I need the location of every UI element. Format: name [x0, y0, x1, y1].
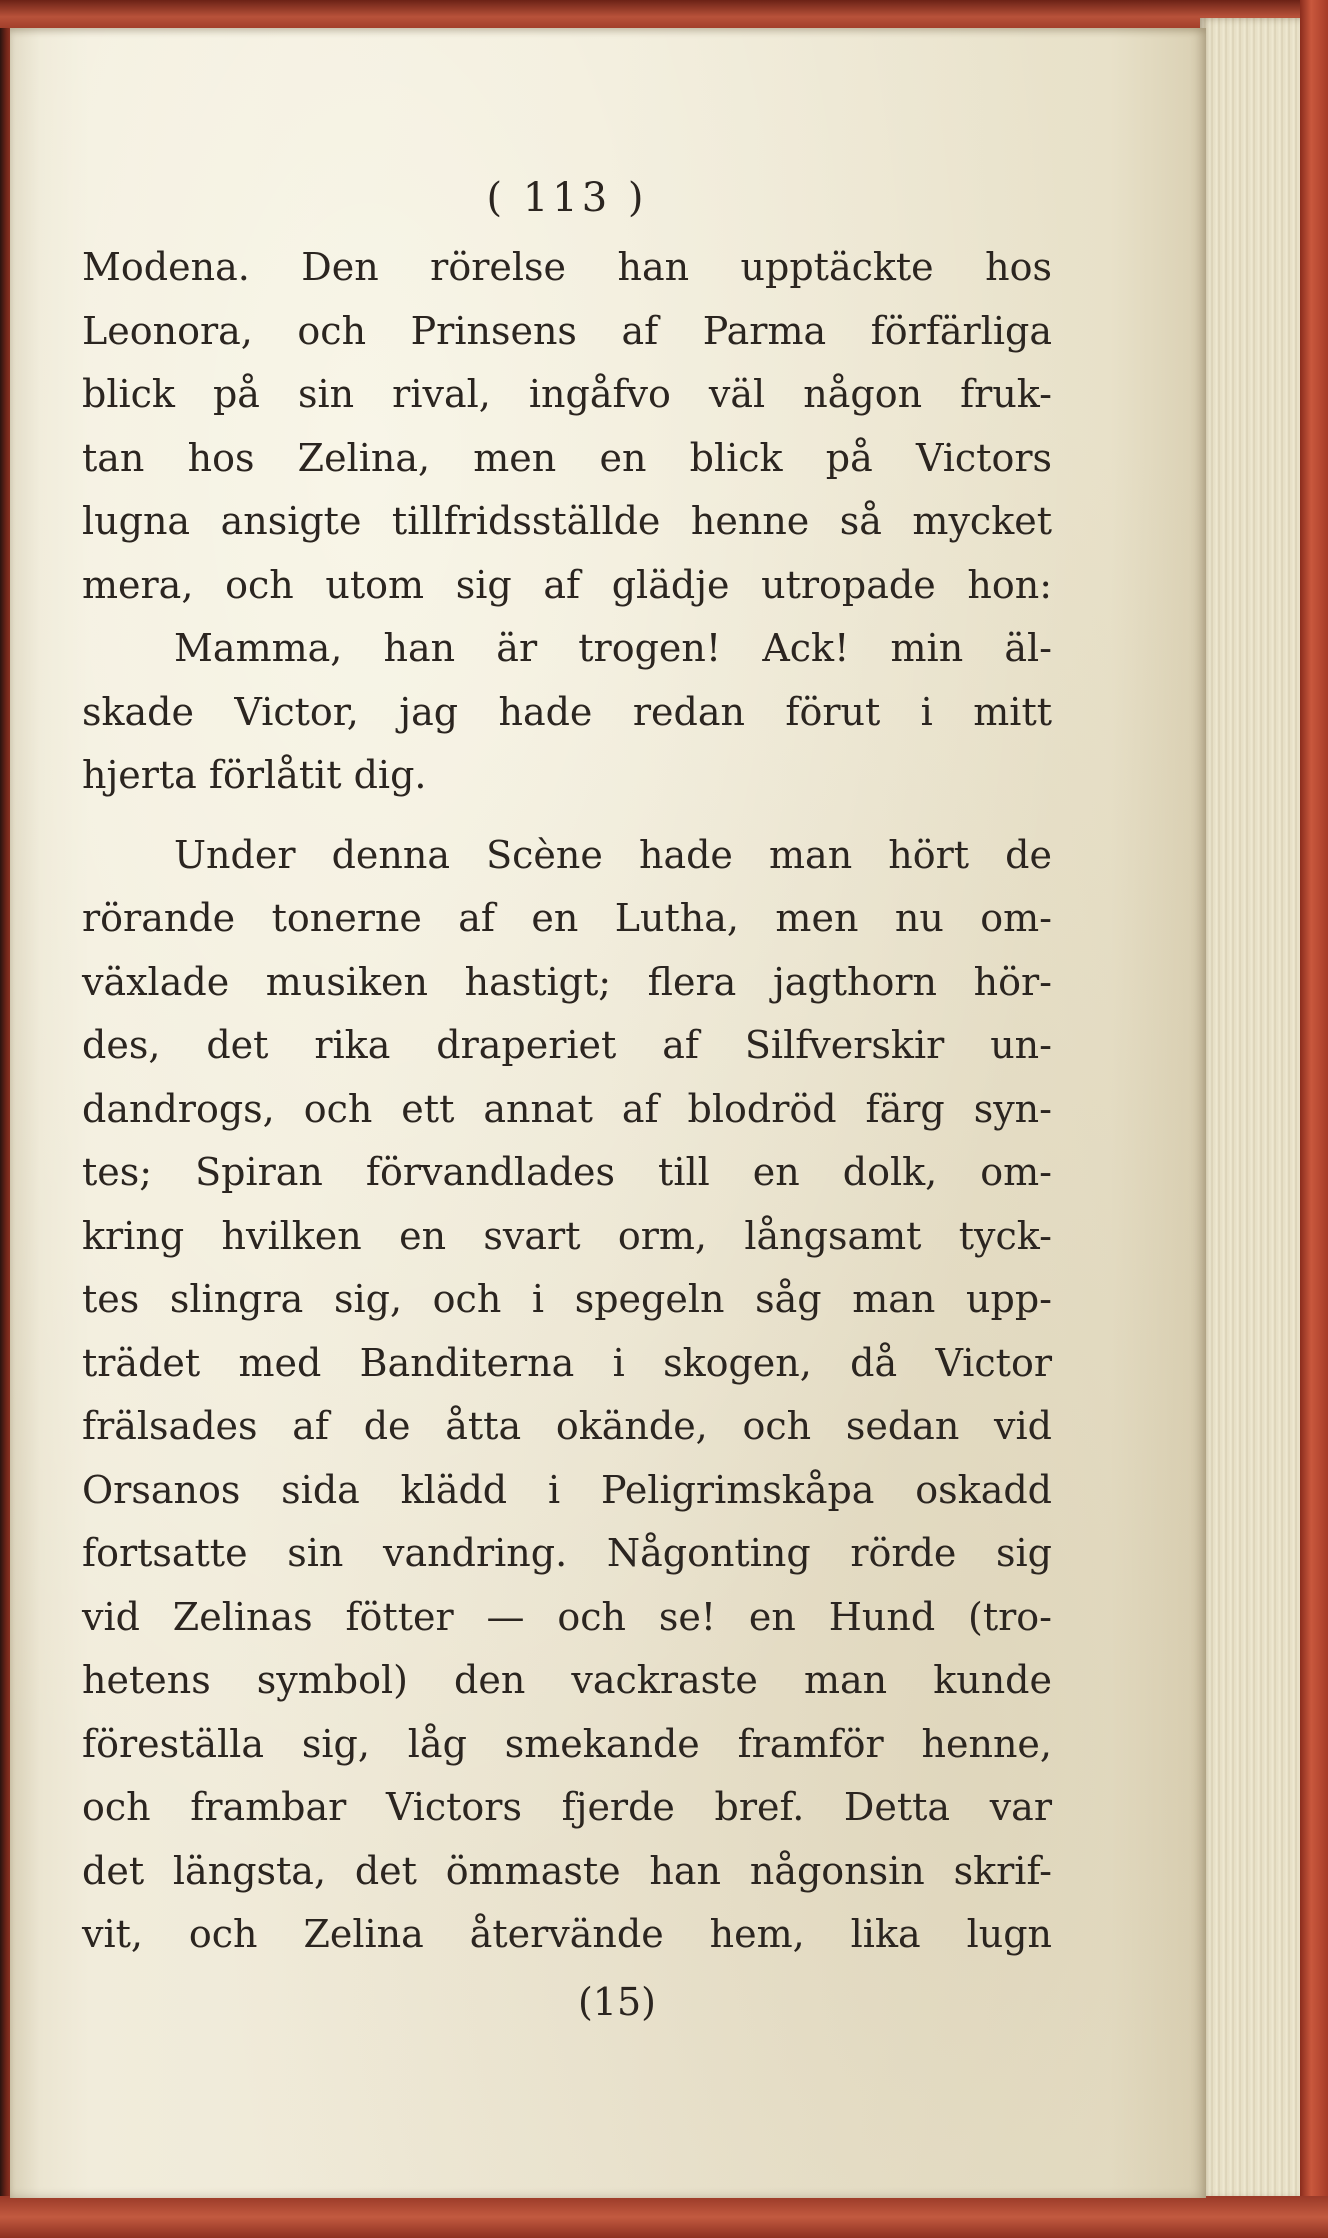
- text-line: blick på sin rival, ingåfvo väl någon fruk-: [82, 372, 1052, 416]
- signature-mark: (15): [577, 1979, 656, 2024]
- book-cover-right-edge: [1300, 0, 1328, 2238]
- text-line: hetens symbol) den vackraste man kunde: [82, 1658, 1052, 1702]
- text-line: och frambar Victors fjerde bref. Detta var: [82, 1785, 1052, 1829]
- book-cover-bottom-edge: [0, 2196, 1328, 2238]
- text-line: tes slingra sig, och i spegeln såg man upp-: [82, 1277, 1052, 1321]
- text-line: tes; Spiran förvandlades till en dolk, om-: [82, 1150, 1052, 1194]
- text-line: vid Zelinas fötter — och se! en Hund (tro-: [82, 1594, 1052, 1639]
- text-line: Orsanos sida klädd i Peligrimskåpa oskadd: [82, 1467, 1052, 1512]
- text-line: des, det rika draperiet af Silfverskir un-: [82, 1023, 1052, 1067]
- page-number-header: ( 113 ): [486, 175, 648, 221]
- text-line: växlade musiken hastigt; flera jagthorn hör-: [82, 959, 1052, 1004]
- text-line: Modena. Den rörelse han upptäckte hos: [82, 245, 1052, 289]
- text-line: rörande tonerne af en Lutha, men nu om-: [82, 896, 1052, 940]
- page-sheet: [10, 28, 1206, 2198]
- text-line: Under denna Scène hade man hört de: [174, 832, 1052, 877]
- text-line: frälsades af de åtta okände, och sedan vid: [82, 1404, 1052, 1448]
- text-line: tan hos Zelina, men en blick på Victors: [82, 435, 1052, 480]
- text-line: Mamma, han är trogen! Ack! min äl-: [174, 626, 1052, 670]
- text-line: det längsta, det ömmaste han någonsin skrif-: [82, 1848, 1052, 1893]
- text-line: kring hvilken en svart orm, långsamt tyck-: [82, 1213, 1052, 1258]
- text-line: dandrogs, och ett annat af blodröd färg syn-: [82, 1086, 1052, 1131]
- text-line: vit, och Zelina återvände hem, lika lugn: [82, 1912, 1052, 1956]
- text-line: lugna ansigte tillfridsställde henne så mycket: [82, 499, 1052, 543]
- page-edges: [1200, 18, 1304, 2200]
- text-line: mera, och utom sig af glädje utropade hon:: [82, 562, 1052, 607]
- text-line: skade Victor, jag hade redan förut i mitt: [82, 689, 1052, 734]
- text-line: föreställa sig, låg smekande framför henne,: [82, 1721, 1052, 1766]
- text-line: fortsatte sin vandring. Någonting rörde sig: [82, 1531, 1052, 1575]
- book-cover-top-edge: [0, 0, 1328, 28]
- text-line: hjerta förlåtit dig.: [82, 753, 427, 797]
- text-line: Leonora, och Prinsens af Parma förfärliga: [82, 308, 1052, 353]
- page-text: [82, 168, 1052, 2034]
- text-line: trädet med Banditerna i skogen, då Victor: [82, 1340, 1052, 1385]
